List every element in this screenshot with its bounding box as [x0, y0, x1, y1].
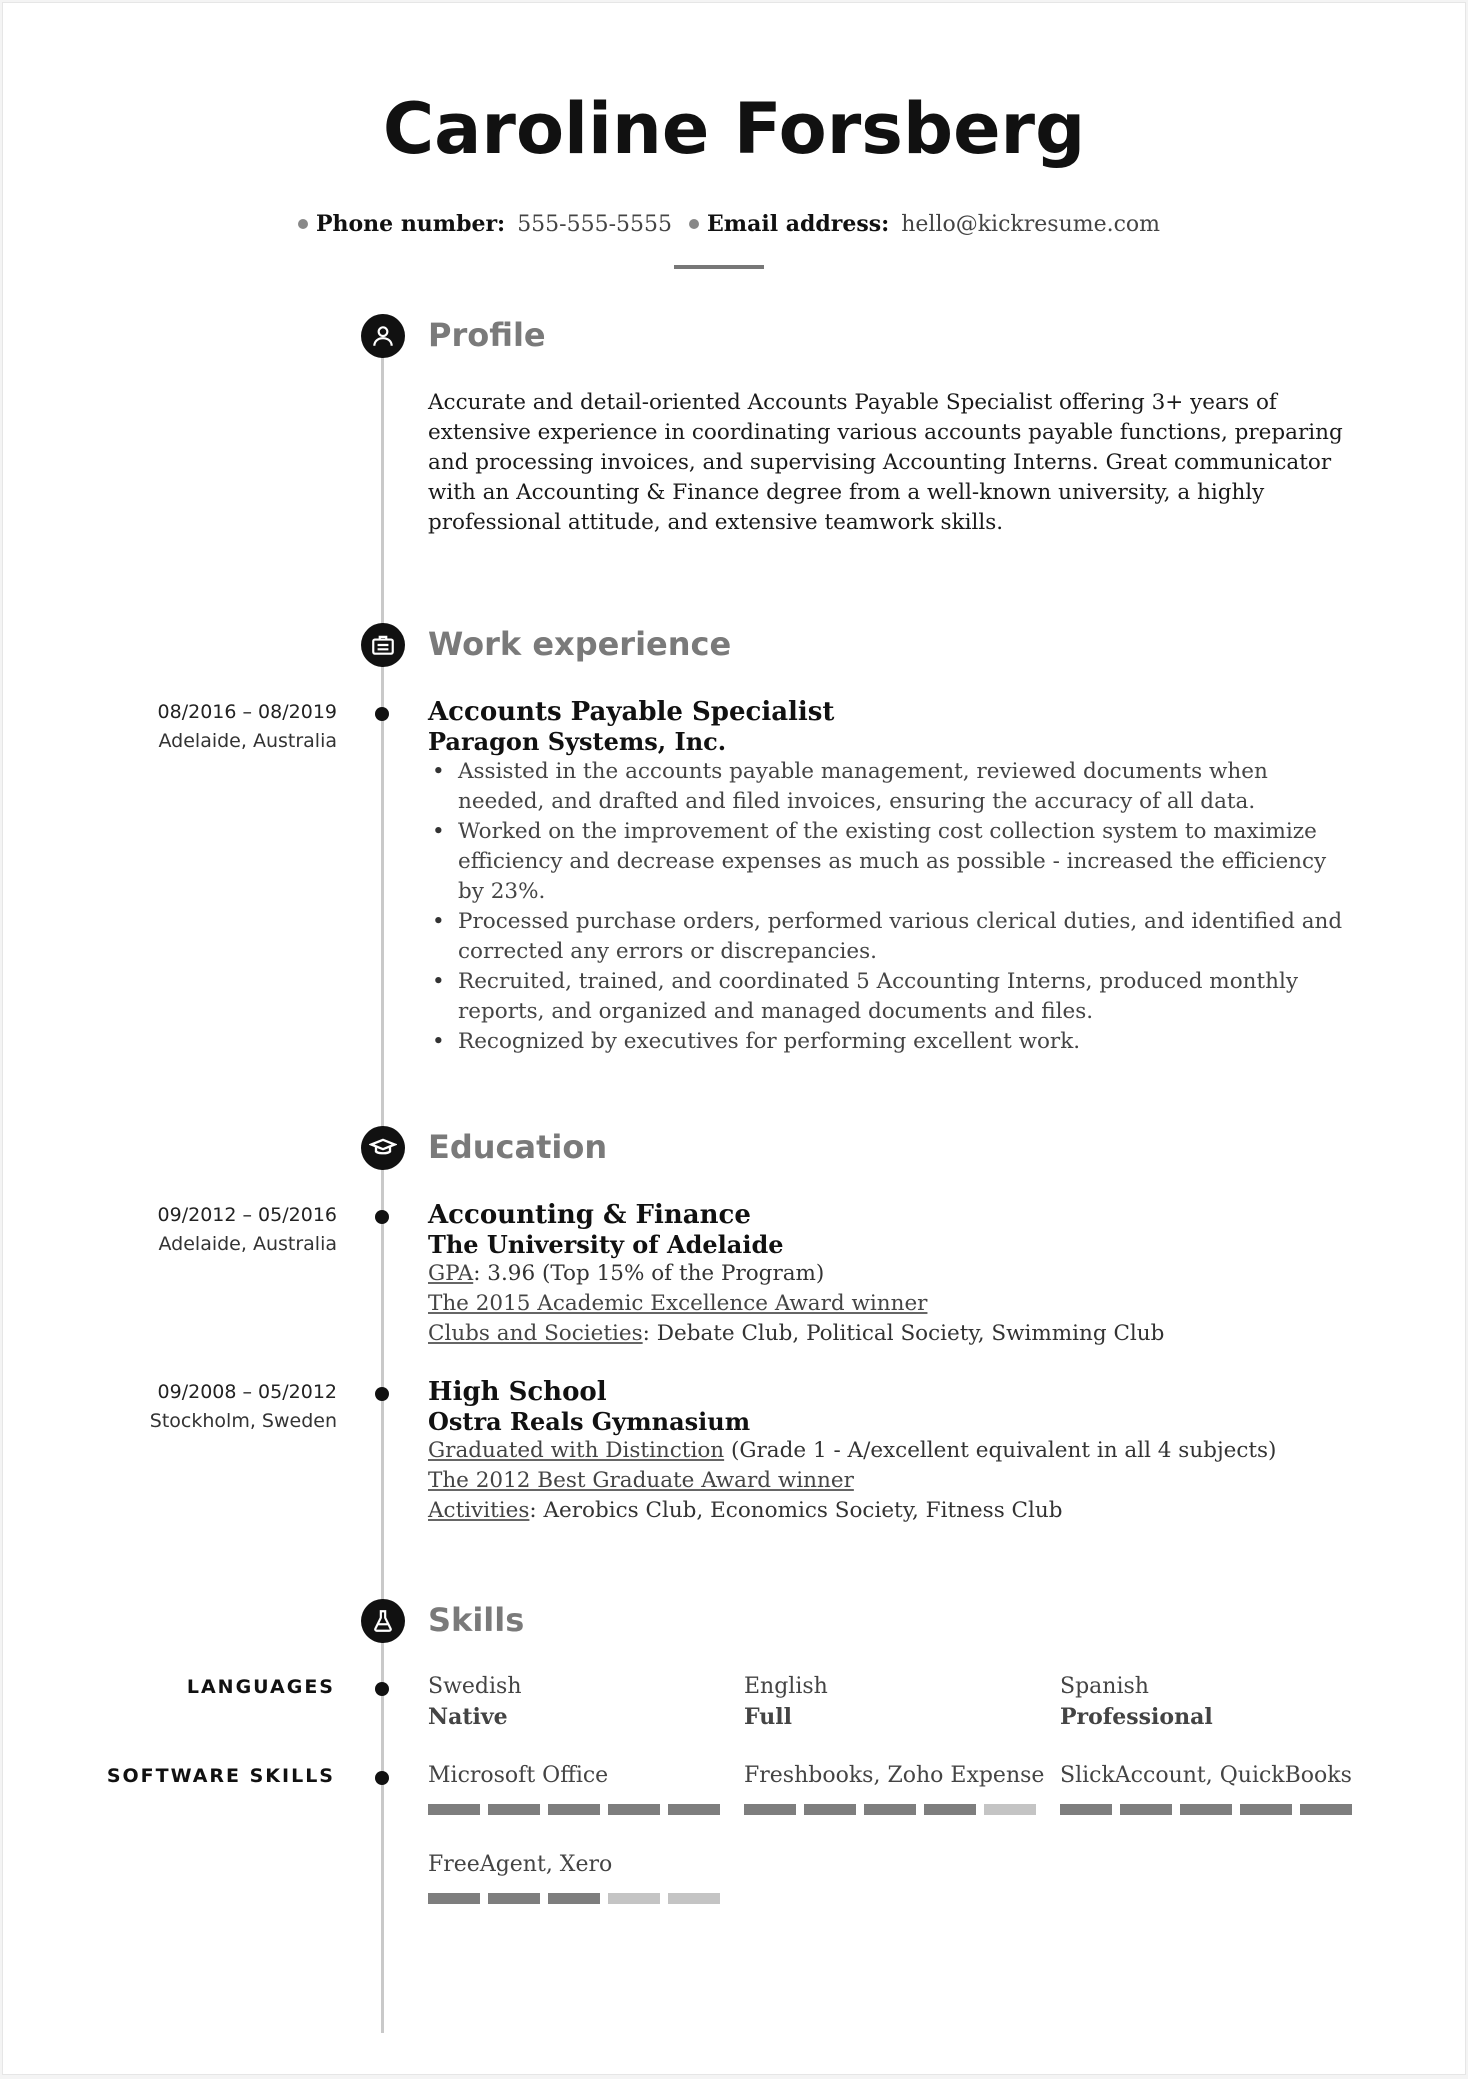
list-item: • Recruited, trained, and coordinated 5 Accounting Interns, produced monthly reports, and organized and managed documents and files. [458, 967, 1358, 1027]
edu-school: The University of Adelaide [428, 1230, 784, 1259]
list-item: • Processed purchase orders, performed various clerical duties, and identified and corrected any errors or discrepancies. [458, 907, 1358, 967]
bullet-dot-icon [298, 219, 308, 229]
timeline-dot [375, 1771, 389, 1785]
skills-category-languages: LANGUAGES [186, 1676, 335, 1698]
job-role: Accounts Payable Specialist [428, 697, 835, 727]
timeline-dot [375, 707, 389, 721]
edu-detail-label: GPA [428, 1261, 474, 1286]
rating-segment [548, 1893, 600, 1904]
edu-detail-text: : Aerobics Club, Economics Society, Fitness Club [529, 1498, 1063, 1523]
header-divider [674, 265, 764, 269]
edu-detail-label: Activities [428, 1498, 530, 1523]
edu-detail-text: : 3.96 (Top 15% of the Program) [473, 1261, 825, 1286]
software-skill-name: FreeAgent, Xero [428, 1852, 613, 1877]
edu-detail-label: Clubs and Societies [428, 1321, 643, 1346]
job-bullets [428, 757, 1358, 1057]
rating-segment [1180, 1804, 1232, 1815]
skills-category-software: SOFTWARE SKILLS [106, 1765, 335, 1787]
contact-line [3, 211, 1465, 237]
language-name: Spanish [1060, 1674, 1149, 1699]
rating-segment [428, 1893, 480, 1904]
briefcase-icon [361, 623, 405, 667]
edu-location: Stockholm, Sweden [149, 1410, 337, 1432]
rating-segment [668, 1893, 720, 1904]
phone-label: Phone number: [315, 211, 506, 237]
language-level: Professional [1060, 1704, 1213, 1730]
skill-rating-bar [428, 1893, 720, 1904]
bullet-dot-icon [689, 219, 699, 229]
job-location: Adelaide, Australia [158, 730, 337, 752]
edu-detail [428, 1261, 824, 1286]
language-level: Full [744, 1704, 792, 1730]
edu-detail-text: : Debate Club, Political Society, Swimming Club [642, 1321, 1165, 1346]
resume-page [2, 2, 1466, 2075]
candidate-name: Caroline Forsberg [382, 88, 1086, 170]
edu-detail-text: (Grade 1 - A/excellent equivalent in all 4 subjects) [724, 1438, 1277, 1463]
edu-dates: 09/2012 – 05/2016 [157, 1204, 337, 1226]
rating-segment [804, 1804, 856, 1815]
rating-segment [984, 1804, 1036, 1815]
edu-detail [428, 1438, 1276, 1463]
timeline-dot [375, 1682, 389, 1696]
profile-summary: Accurate and detail-oriented Accounts Payable Specialist offering 3+ years of extensive experience in coordinating various accounts payable functions, preparing and processing invoices, and supervising Accounting Interns. Great communicator with an Accounting & Finance degree from a well-known university, a highly professional attitude, and extensive teamwork skills. [428, 390, 1343, 535]
rating-segment [608, 1893, 660, 1904]
rating-segment [1300, 1804, 1352, 1815]
email-label: Email address: [707, 211, 890, 237]
software-skill-name: SlickAccount, QuickBooks [1060, 1763, 1352, 1788]
language-name: English [744, 1674, 828, 1699]
rating-segment [1240, 1804, 1292, 1815]
language-name: Swedish [428, 1674, 522, 1699]
section-title-education: Education [428, 1128, 608, 1166]
language-level: Native [428, 1704, 508, 1730]
rating-segment [864, 1804, 916, 1815]
edu-degree: Accounting & Finance [428, 1200, 751, 1230]
user-icon [361, 314, 405, 358]
skill-rating-bar [428, 1804, 720, 1815]
list-item: • Recognized by executives for performing excellent work. [458, 1027, 1358, 1057]
edu-dates: 09/2008 – 05/2012 [157, 1381, 337, 1403]
software-skill-name: Microsoft Office [428, 1763, 609, 1788]
rating-segment [548, 1804, 600, 1815]
rating-segment [488, 1893, 540, 1904]
software-skill-name: Freshbooks, Zoho Expense [744, 1763, 1045, 1788]
section-title-work: Work experience [428, 625, 732, 663]
flask-icon [361, 1599, 405, 1643]
edu-detail [428, 1498, 1063, 1523]
edu-detail [428, 1468, 854, 1493]
phone-value: 555-555-5555 [517, 212, 673, 237]
rating-segment [924, 1804, 976, 1815]
rating-segment [428, 1804, 480, 1815]
section-title-profile: Profile [428, 316, 546, 354]
timeline-dot [375, 1210, 389, 1224]
edu-degree: High School [428, 1377, 607, 1407]
rating-segment [1120, 1804, 1172, 1815]
list-item: • Worked on the improvement of the existing cost collection system to maximize efficiency and decrease expenses as much as possible - increased the efficiency by 23%. [458, 817, 1358, 907]
rating-segment [668, 1804, 720, 1815]
skill-rating-bar [744, 1804, 1036, 1815]
section-title-skills: Skills [428, 1601, 525, 1639]
edu-detail-label: The 2012 Best Graduate Award winner [428, 1468, 854, 1493]
job-dates: 08/2016 – 08/2019 [157, 701, 337, 723]
edu-detail [428, 1291, 927, 1316]
edu-detail [428, 1321, 1164, 1346]
timeline-dot [375, 1387, 389, 1401]
edu-detail-label: Graduated with Distinction [428, 1438, 725, 1463]
list-item: • Assisted in the accounts payable management, reviewed documents when needed, and drafted and filed invoices, ensuring the accuracy of all data. [458, 757, 1358, 817]
edu-location: Adelaide, Australia [158, 1233, 337, 1255]
rating-segment [488, 1804, 540, 1815]
edu-detail-label: The 2015 Academic Excellence Award winner [428, 1291, 928, 1316]
graduation-cap-icon [361, 1126, 405, 1170]
skill-rating-bar [1060, 1804, 1352, 1815]
rating-segment [744, 1804, 796, 1815]
rating-segment [608, 1804, 660, 1815]
email-value[interactable]: hello@kickresume.com [901, 212, 1161, 237]
edu-school: Ostra Reals Gymnasium [428, 1407, 751, 1436]
rating-segment [1060, 1804, 1112, 1815]
job-company: Paragon Systems, Inc. [428, 727, 727, 756]
